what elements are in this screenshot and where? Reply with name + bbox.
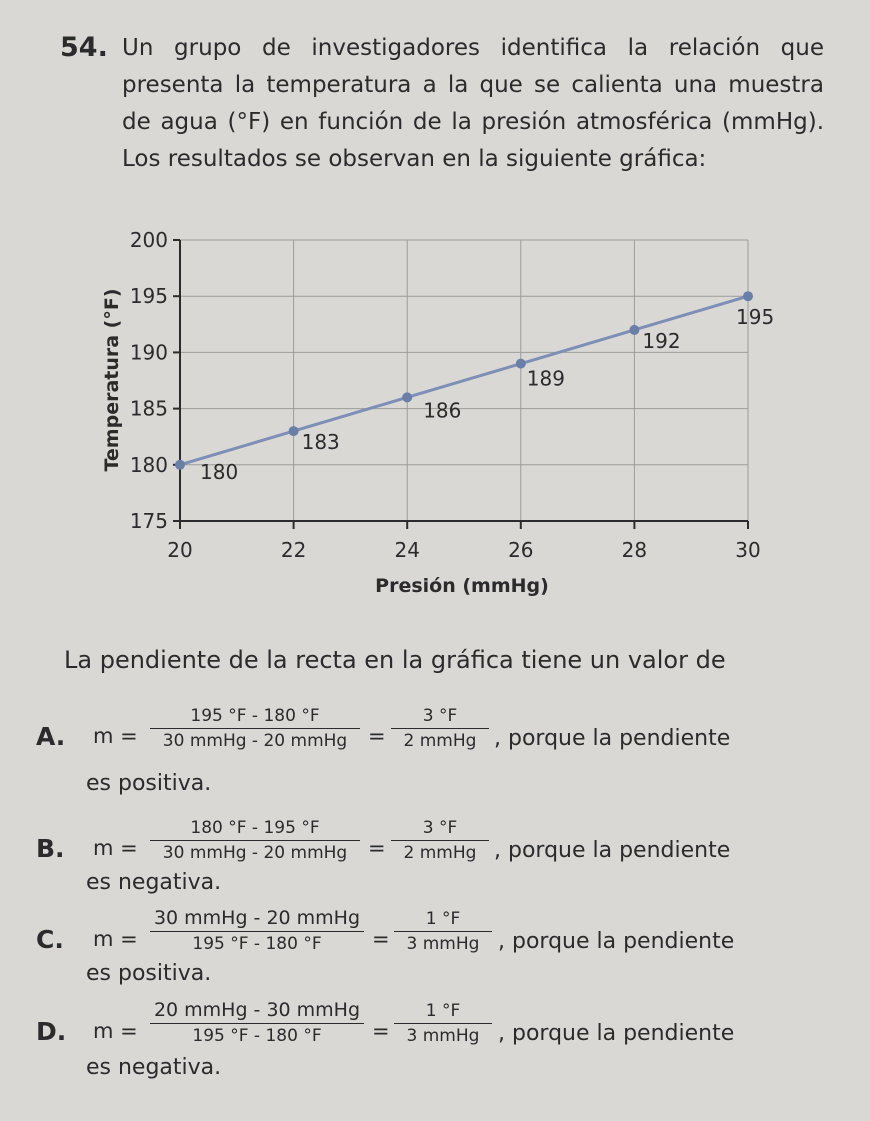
data-label: 186 [423,398,462,423]
data-point [629,325,639,335]
fraction-denominator: 30 mmHg - 20 mmHg [162,731,348,751]
series-line [180,296,748,465]
fraction-numerator: 180 °F - 195 °F [190,818,320,838]
y-tick-label: 180 [129,452,168,477]
fraction-numerator: 30 mmHg - 20 mmHg [153,907,361,929]
fraction-denominator: 3 mmHg [406,1026,480,1046]
option-letter: A. [36,722,66,751]
data-point [289,426,299,436]
option-explanation: , porque la pendiente [498,929,735,954]
x-tick-label: 24 [394,538,420,562]
result-fraction [394,909,492,954]
fraction-denominator: 2 mmHg [403,843,477,863]
data-label: 189 [526,366,565,391]
option-letter: C. [36,925,64,954]
fraction-numerator: 20 mmHg - 30 mmHg [153,999,361,1021]
fraction-numerator: 1 °F [425,909,461,929]
data-point [743,291,753,301]
data-point [516,359,526,369]
x-tick-label: 28 [621,538,648,562]
result-fraction [391,818,489,863]
data-point [402,392,412,402]
x-tick-label: 30 [735,538,761,562]
question-number: 54. [60,32,108,63]
fraction-denominator: 3 mmHg [406,934,480,954]
slope-symbol: m = [93,724,138,748]
fraction-numerator: 3 °F [422,818,458,838]
question-prompt: La pendiente de la recta en la gráfica tiene un valor de [64,646,726,674]
option-explanation: , porque la pendiente [498,1021,735,1046]
fraction-denominator: 195 °F - 180 °F [192,934,322,954]
equals-sign: = [372,1019,390,1043]
data-point [175,460,185,470]
result-fraction [391,706,489,751]
option-explanation-cont: es positiva. [86,961,212,986]
slope-fraction [150,907,364,954]
fraction-numerator: 1 °F [425,1001,461,1021]
slope-symbol: m = [93,1019,138,1043]
option-explanation-cont: es negativa. [86,870,222,895]
result-fraction [394,1001,492,1046]
option-letter: D. [36,1017,67,1046]
option-a[interactable] [36,700,836,805]
x-tick-label: 26 [508,538,534,562]
equals-sign: = [372,927,390,951]
slope-fraction [150,999,364,1046]
option-explanation: , porque la pendiente [494,726,731,751]
y-tick-label: 200 [129,228,168,252]
question-text: Un grupo de investigadores identifica la relación que presenta la temperatura a la que se calienta una muestra de agua (°F) en función de la presión atmosférica (mmHg). Los resultados se observan en la siguiente gráfica: [122,35,824,172]
data-label: 183 [301,430,340,455]
data-label: 180 [200,459,239,484]
option-d[interactable] [36,995,836,1090]
fraction-denominator: 30 mmHg - 20 mmHg [162,843,348,863]
fraction-numerator: 195 °F - 180 °F [190,706,320,726]
x-tick-label: 20 [167,538,193,562]
slope-fraction [150,818,360,863]
y-tick-label: 190 [129,340,168,365]
option-explanation-cont: es negativa. [86,1055,222,1080]
slope-symbol: m = [93,836,138,860]
data-label: 195 [736,305,775,330]
y-tick-label: 175 [129,509,168,533]
fraction-denominator: 195 °F - 180 °F [192,1026,322,1046]
option-c[interactable] [36,903,836,993]
option-explanation: , porque la pendiente [494,838,731,863]
x-tick-label: 22 [280,538,307,562]
slope-symbol: m = [93,927,138,951]
equals-sign: = [368,836,386,860]
slope-fraction [150,706,360,751]
y-tick-label: 195 [129,284,168,309]
fraction-denominator: 2 mmHg [403,731,477,751]
fraction-numerator: 3 °F [422,706,458,726]
data-label: 192 [642,328,681,353]
equals-sign: = [368,724,386,748]
y-axis-label: Temperatura (°F) [101,288,123,472]
y-tick-label: 185 [129,396,168,421]
x-axis-label: Presión (mmHg) [375,575,549,597]
option-explanation-cont: es positiva. [86,771,212,796]
option-b[interactable] [36,812,836,902]
option-letter: B. [36,834,65,863]
